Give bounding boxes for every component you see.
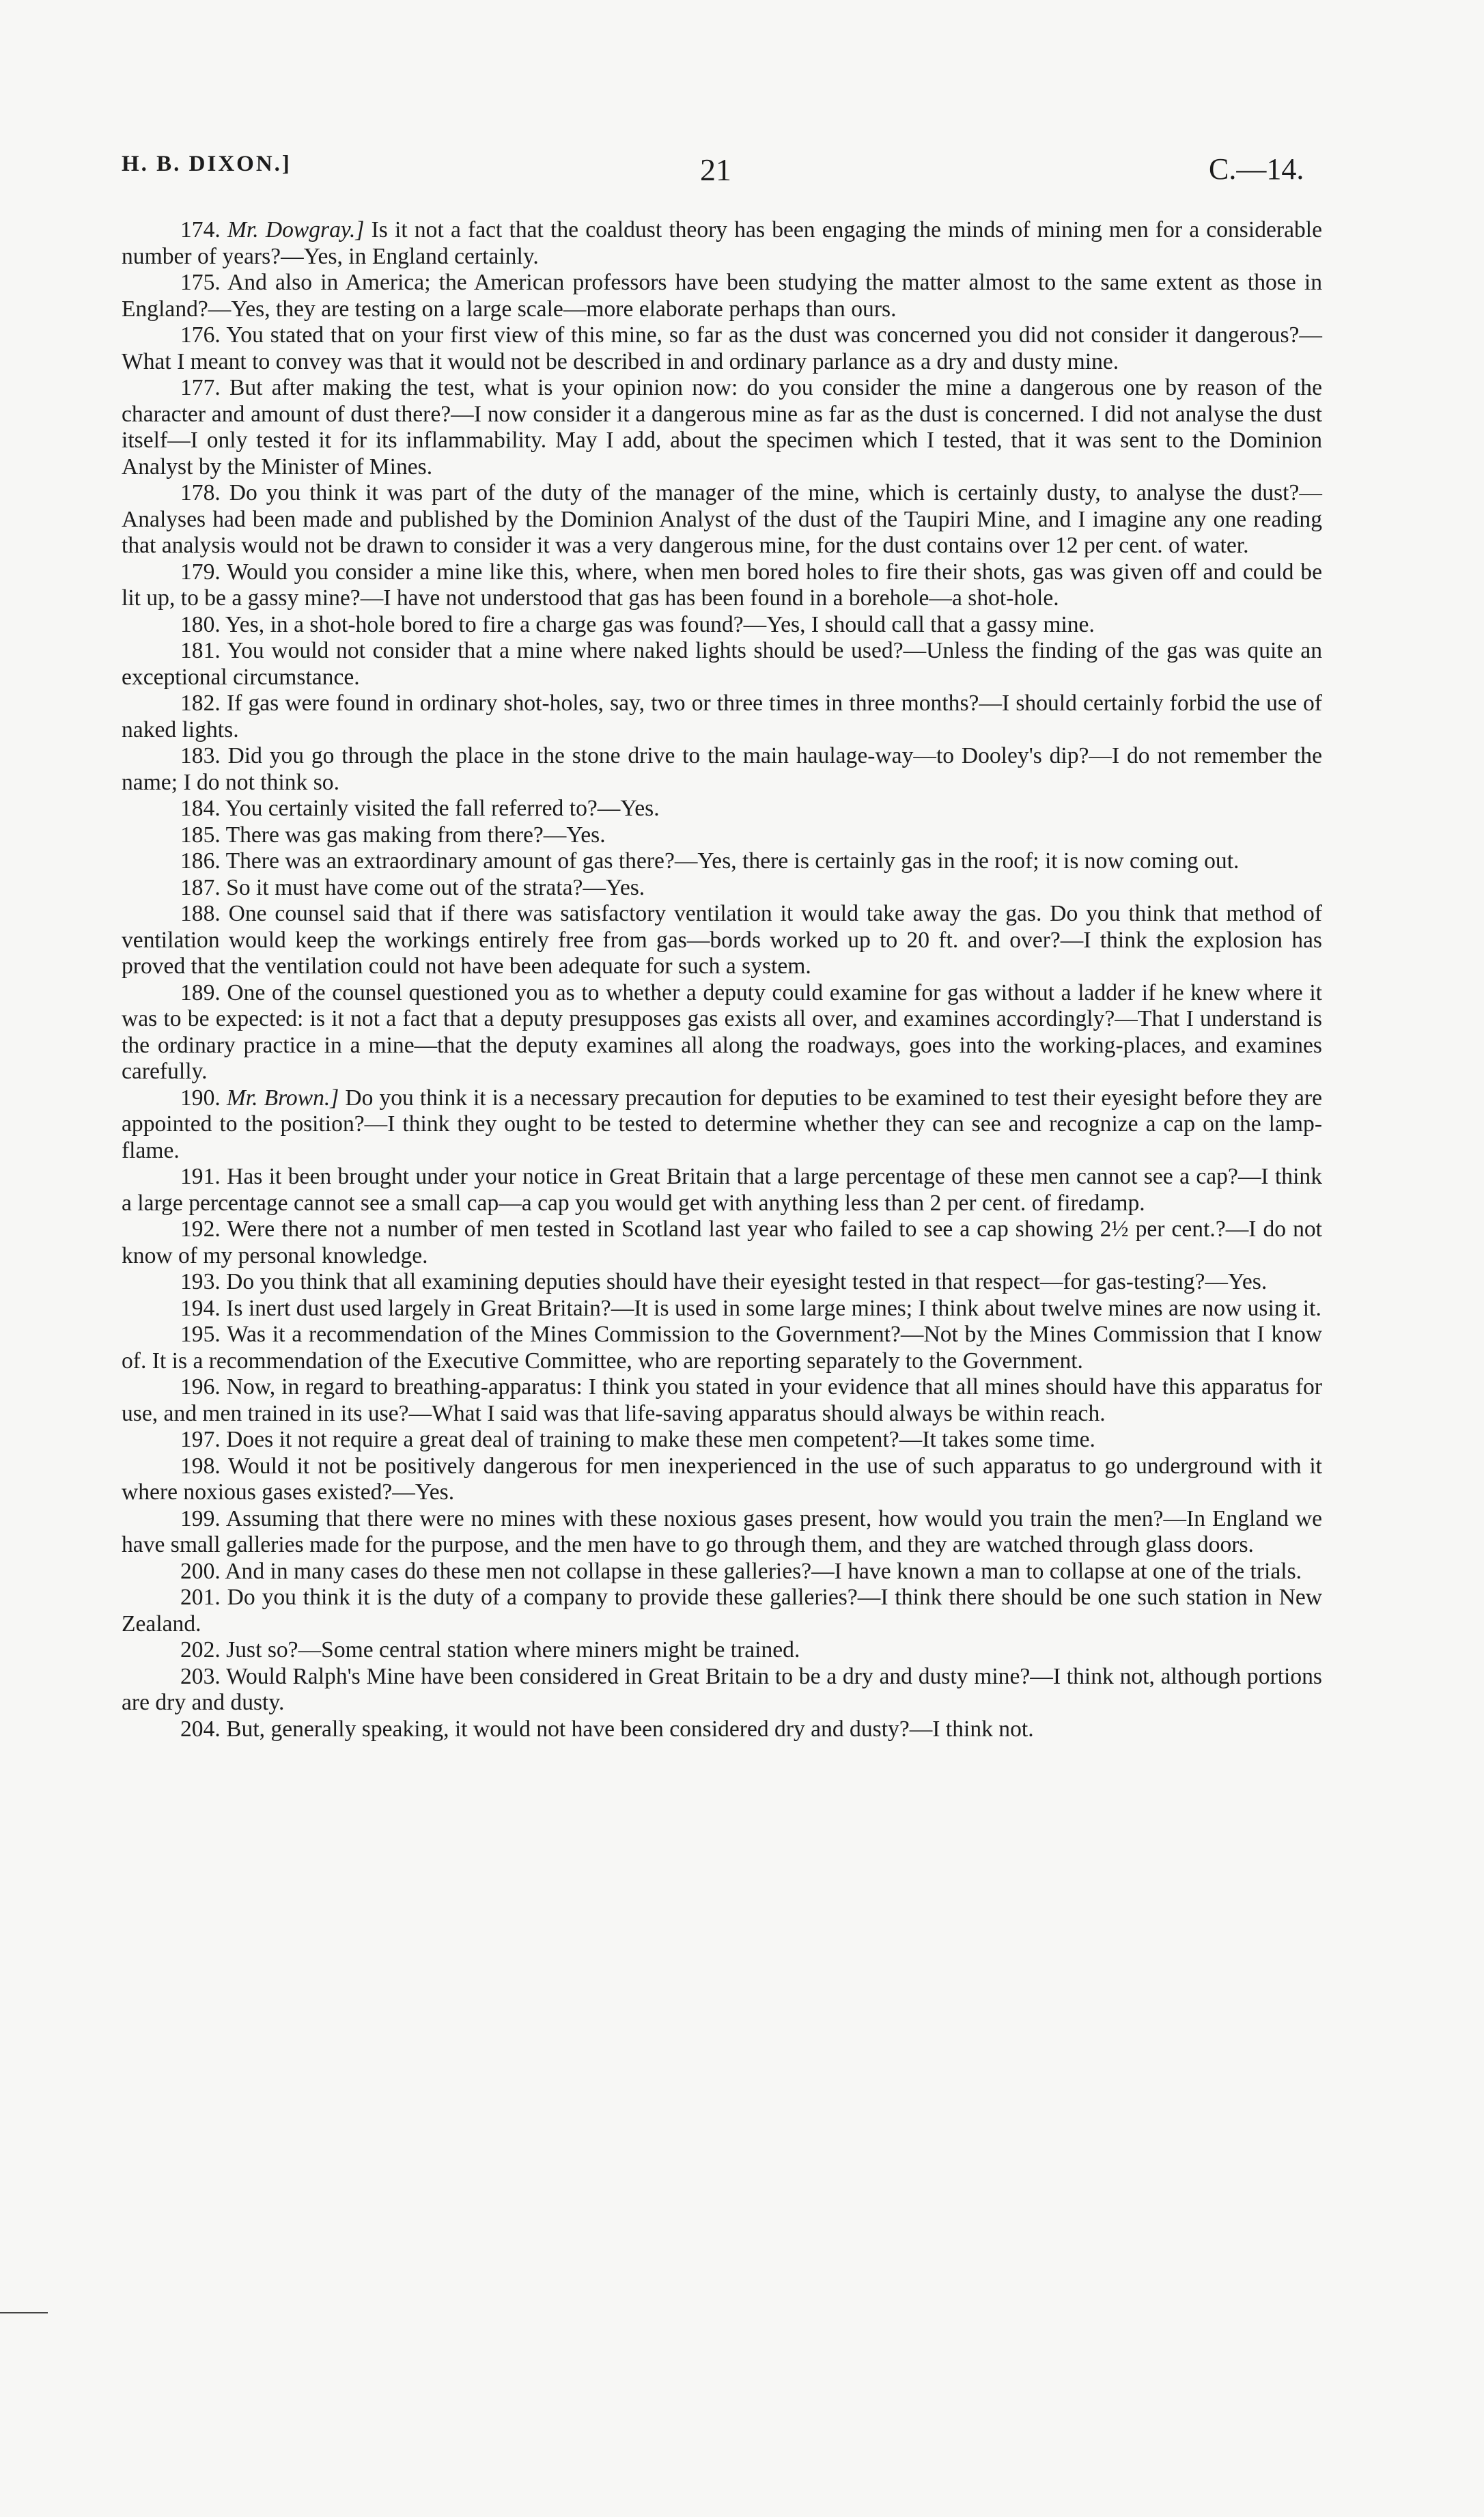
- question-number: 178.: [180, 480, 221, 505]
- question-number: 191.: [180, 1164, 221, 1189]
- evidence-paragraph: [122, 901, 1322, 980]
- question-answer-text: Has it been brought under your notice in Great Britain that a large percentage of these men cannot see a cap?—I think a large percentage cannot see a small cap—a cap you would get with anything less than 2 per cent. of firedamp.: [122, 1164, 1322, 1216]
- question-answer-text: You certainly visited the fall referred to?—Yes.: [225, 796, 660, 821]
- question-answer-text: Yes, in a shot-hole bored to fire a charge gas was found?—Yes, I should call that a gassy mine.: [225, 611, 1095, 637]
- question-number: 181.: [180, 638, 221, 663]
- question-number: 203.: [180, 1663, 221, 1689]
- question-answer-text: There was an extraordinary amount of gas there?—Yes, there is certainly gas in the roof; it is now coming out.: [225, 848, 1240, 874]
- question-answer-text: Were there not a number of men tested in Scotland last year who failed to see a cap showing 2½ per cent.?—I do not know of my personal knowledge.: [122, 1216, 1322, 1268]
- evidence-paragraph: [122, 822, 1322, 849]
- question-answer-text: Do you think it is a necessary precaution for deputies to be examined to test their eyesight before they are appointed to the position?—I think they ought to be tested to determine whether they can see and recognize a cap on the lamp-flame.: [122, 1085, 1322, 1163]
- question-answer-text: Does it not require a great deal of training to make these men competent?—It takes some time.: [226, 1427, 1095, 1452]
- question-answer-text: Is inert dust used largely in Great Britain?—It is used in some large mines; I think about twelve mines are now using it.: [226, 1295, 1321, 1321]
- question-answer-text: But, generally speaking, it would not have been considered dry and dusty?—I think not.: [226, 1716, 1034, 1742]
- question-answer-text: Assuming that there were no mines with these noxious gases present, how would you train the men?—In England we have small galleries made for the purpose, and the men have to go through them, and they are watched through glass doors.: [122, 1505, 1322, 1557]
- evidence-paragraph: [122, 743, 1322, 796]
- question-number: 176.: [180, 322, 221, 348]
- question-answer-text: There was gas making from there?—Yes.: [225, 822, 606, 848]
- evidence-paragraph: [122, 796, 1322, 822]
- evidence-body: [122, 217, 1322, 1742]
- evidence-paragraph: [122, 559, 1322, 612]
- evidence-paragraph: [122, 980, 1322, 1085]
- question-number: 190.: [180, 1085, 221, 1111]
- question-answer-text: Do you think that all examining deputies should have their eyesight tested in that respect—for gas-testing?—Yes.: [226, 1269, 1268, 1294]
- question-answer-text: One of the counsel questioned you as to whether a deputy could examine for gas without a ladder if he knew where it was to be expected: is it not a fact that a deputy presupposes gas exists all over, and examines accordingly?—That I understand is the ordinary practice in a mine—that the deputy examines all along the roadways, goes into the working-places, and examines carefully.: [122, 979, 1322, 1084]
- evidence-paragraph: [122, 1216, 1322, 1269]
- question-answer-text: Would it not be positively dangerous for men inexperienced in the use of such apparatus to go underground with it where noxious gases existed?—Yes.: [122, 1453, 1322, 1505]
- evidence-paragraph: [122, 1585, 1322, 1637]
- question-number: 197.: [180, 1427, 221, 1452]
- evidence-paragraph: [122, 217, 1322, 270]
- evidence-paragraph: [122, 1664, 1322, 1716]
- question-answer-text: You would not consider that a mine where naked lights should be used?—Unless the finding of the gas was quite an exceptional circumstance.: [122, 638, 1322, 690]
- speaker-name: Mr. Dowgray.]: [227, 217, 365, 242]
- question-answer-text: Do you think it was part of the duty of the manager of the mine, which is certainly dusty, to analyse the dust?—Analyses had been made and published by the Dominion Analyst of the dust of the Taupiri Mine, and I imagine any one reading that analysis would not be drawn to consider it was a very dangerous mine, for the dust contains over 12 per cent. of water.: [122, 480, 1322, 558]
- evidence-paragraph: [122, 638, 1322, 691]
- question-number: 189.: [180, 979, 221, 1005]
- question-answer-text: Is it not a fact that the coaldust theory has been engaging the minds of mining men for a considerable number of years?—Yes, in England certainly.: [122, 217, 1323, 269]
- page-number: 21: [700, 152, 731, 187]
- question-number: 184.: [180, 796, 221, 821]
- question-answer-text: But after making the test, what is your opinion now: do you consider the mine a dangerous one by reason of the character and amount of dust there?—I now consider it a dangerous mine as far as the dust is concerned. I did not analyse the dust itself—I only tested it for its inflammability. May I add, about the specimen which I tested, that it was sent to the Dominion Analyst by the Minister of Mines.: [122, 375, 1322, 479]
- evidence-paragraph: [122, 480, 1322, 559]
- question-answer-text: Just so?—Some central station where miners might be trained.: [226, 1637, 800, 1663]
- question-number: 175.: [180, 270, 221, 295]
- question-answer-text: Would you consider a mine like this, where, when men bored holes to fire their shots, gas was given off and could be lit up, to be a gassy mine?—I have not understood that gas has been found in a borehole—a shot-hole.: [122, 559, 1322, 611]
- question-number: 196.: [180, 1374, 221, 1400]
- question-answer-text: And also in America; the American professors have been studying the matter almost to the same extent as those in England?—Yes, they are testing on a large scale—more elaborate perhaps than ours.: [122, 270, 1322, 322]
- question-number: 183.: [180, 743, 221, 768]
- question-number: 180.: [180, 611, 221, 637]
- evidence-paragraph: [122, 1716, 1322, 1743]
- question-number: 204.: [180, 1716, 221, 1742]
- evidence-paragraph: [122, 1269, 1322, 1296]
- question-number: 201.: [180, 1585, 221, 1610]
- speaker-name: Mr. Brown.]: [226, 1085, 339, 1111]
- question-number: 182.: [180, 691, 221, 716]
- question-number: 194.: [180, 1295, 221, 1321]
- evidence-paragraph: [122, 322, 1322, 375]
- question-number: 199.: [180, 1505, 221, 1531]
- question-answer-text: Did you go through the place in the stone drive to the main haulage-way—to Dooley's dip?—I do not remember the name; I do not think so.: [122, 743, 1322, 795]
- question-number: 179.: [180, 559, 221, 585]
- question-answer-text: Do you think it is the duty of a company to provide these galleries?—I think there should be one such station in New Zealand.: [122, 1585, 1322, 1637]
- evidence-paragraph: [122, 1559, 1322, 1585]
- document-reference: C.—14.: [1209, 152, 1304, 186]
- question-answer-text: Was it a recommendation of the Mines Commission to the Government?—Not by the Mines Commission that I know of. It is a recommendation of the Executive Committee, who are reporting separately to the Government.: [122, 1322, 1322, 1374]
- evidence-paragraph: [122, 1454, 1322, 1506]
- question-number: 188.: [180, 901, 221, 926]
- question-number: 202.: [180, 1637, 221, 1663]
- evidence-paragraph: [122, 1374, 1322, 1427]
- question-answer-text: And in many cases do these men not collapse in these galleries?—I have known a man to collapse at one of the trials.: [225, 1558, 1302, 1584]
- question-number: 193.: [180, 1269, 221, 1294]
- evidence-paragraph: [122, 691, 1322, 743]
- question-number: 195.: [180, 1322, 221, 1347]
- evidence-paragraph: [122, 1296, 1322, 1322]
- evidence-paragraph: [122, 1506, 1322, 1559]
- evidence-paragraph: [122, 270, 1322, 322]
- question-answer-text: One counsel said that if there was satisfactory ventilation it would take away the gas. Do you think that method of ventilation would keep the workings entirely free from gas—bords worked up to 20 ft. and over?—I think the explosion has proved that the ventilation could not have been adequate for such a system.: [122, 901, 1322, 979]
- question-number: 174.: [180, 217, 221, 242]
- evidence-paragraph: [122, 1427, 1322, 1454]
- question-number: 198.: [180, 1453, 221, 1479]
- running-header-witness: H. B. DIXON.]: [122, 152, 292, 176]
- evidence-paragraph: [122, 848, 1322, 875]
- question-answer-text: Now, in regard to breathing-apparatus: I think you stated in your evidence that all mines should have this apparatus for use, and men trained in its use?—What I said was that life-saving apparatus should always be within reach.: [122, 1374, 1322, 1426]
- evidence-paragraph: [122, 1637, 1322, 1664]
- evidence-paragraph: [122, 1322, 1322, 1374]
- question-number: 200.: [180, 1558, 221, 1584]
- evidence-paragraph: [122, 375, 1322, 480]
- question-number: 185.: [180, 822, 221, 848]
- evidence-paragraph: [122, 1085, 1322, 1165]
- question-number: 192.: [180, 1216, 221, 1242]
- evidence-paragraph: [122, 612, 1322, 639]
- question-number: 187.: [180, 874, 221, 900]
- question-answer-text: Would Ralph's Mine have been considered in Great Britain to be a dry and dusty mine?—I think not, although portions are dry and dusty.: [122, 1663, 1322, 1715]
- question-number: 186.: [180, 848, 221, 874]
- question-answer-text: You stated that on your first view of this mine, so far as the dust was concerned you did not consider it dangerous?—What I meant to convey was that it would not be described in and ordinary parlance as a dry and dusty mine.: [122, 322, 1322, 374]
- question-answer-text: If gas were found in ordinary shot-holes, say, two or three times in three months?—I should certainly forbid the use of naked lights.: [122, 691, 1322, 742]
- evidence-paragraph: [122, 1164, 1322, 1216]
- question-answer-text: So it must have come out of the strata?—Yes.: [226, 874, 645, 900]
- question-number: 177.: [180, 375, 221, 400]
- evidence-paragraph: [122, 875, 1322, 902]
- margin-rule: [0, 2312, 48, 2313]
